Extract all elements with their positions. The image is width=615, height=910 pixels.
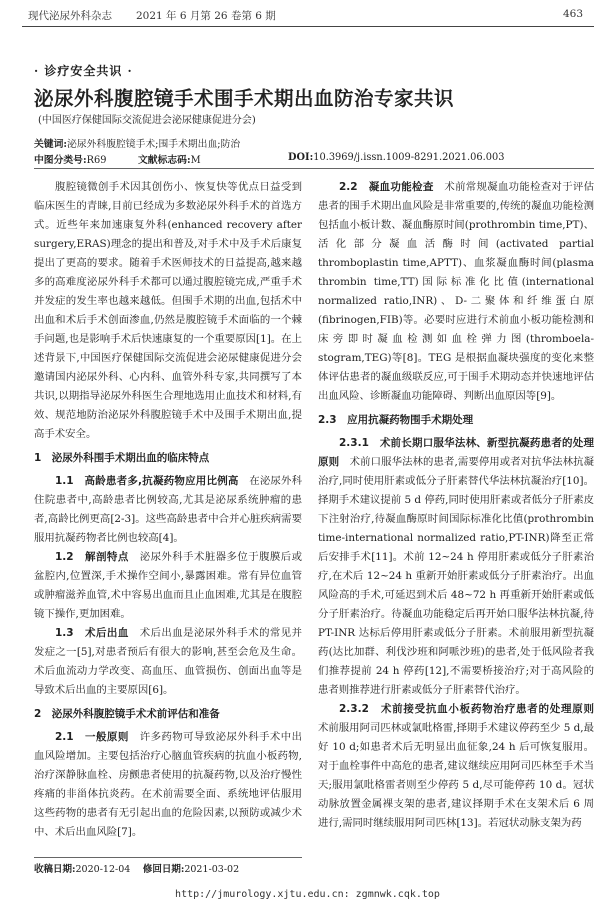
section-1-1-text: 在泌尿外科住院患者中,高龄患者比例较高,尤其是泌尿系统肿瘤的患者,高龄比例更高[2-3]。这些高龄患者中合并心脏疾病需要服用抗凝药物者比例也较高[4]。 xyxy=(34,475,303,544)
author-organization: (中国医疗保健国际交流促进会泌尿健康促进分会) xyxy=(38,115,256,126)
clc-number xyxy=(34,152,106,166)
keywords xyxy=(34,136,240,150)
section-1-2-text: 泌尿外科手术脏器多位于腹膜后或盆腔内,位置深,手术操作空间小,暴露困难。常有异位血管或肿瘤滋养血管,术中容易出血而且止血困难,尤其是在腹腔镜下操作,更加困难。 xyxy=(34,551,303,620)
section-2-1-text: 许多药物可导致泌尿外科手术中出血风险增加。主要包括治疗心脑血管疾病的抗血小板药物,治疗深静脉血栓、房颤患者使用的抗凝药物,以及治疗慢性疼痛的非甾体抗炎药。在术前需要全面、系统地评估服用这些药物的患者有无引起出血的危险因素,以预防或减少术中、术后出血风险[7]。 xyxy=(34,731,303,838)
section-1-2-heading: 1.2 解剖特点 xyxy=(55,551,129,563)
section-2-2-text: 术前常规凝血功能检查对于评估患者的围手术期出血风险是非常重要的,传统的凝血功能检测包括血小板计数、凝血酶原时间(prothrombin time,PT)、活化部分凝血活酶时间(activated partial thromboplastin time,APTT)、血浆凝血酶时间(plasma thrombin time,TT)国际标准化比值(international normalized ratio,INR)、D-二聚体和纤维蛋白原(fibrinogen,FIB)等。必要时应进行术前血小板功能检测和床旁即时凝血检测如血栓弹力图(thromboela-stogram,TEG)等[8]。TEG 是根据血凝块强度的变化来整体评估患者的凝血级联反应,可于围手术期动态并快速地评估出血风险、诊断凝血功能障碍、判断出血原因等[9]。 xyxy=(318,181,595,402)
section-2-3-2-heading: 2.3.2 术前接受抗血小板药物治疗患者的处理原则 xyxy=(339,703,594,715)
clc-value: R69 xyxy=(86,155,107,166)
doi-label: DOI: xyxy=(288,152,314,163)
section-2-1 xyxy=(34,728,302,842)
revised-label: 修回日期: xyxy=(142,864,185,875)
received-dates xyxy=(34,861,239,875)
section-1-3 xyxy=(34,624,302,700)
meta-rule xyxy=(34,168,594,169)
document-code xyxy=(138,152,201,166)
journal-name: 现代泌尿外科杂志 xyxy=(28,10,112,22)
footnote-rule xyxy=(34,857,302,858)
doccode-value: M xyxy=(190,155,201,166)
section-1-1-heading: 1.1 高龄患者多,抗凝药物应用比例高 xyxy=(55,475,239,487)
section-2-3-1 xyxy=(318,434,594,700)
revised-date: 2021-03-02 xyxy=(184,864,240,875)
section-2-3-2-text: 术前服用阿司匹林或氯吡格雷,择期手术建议停药至少 5 d,最好 10 d;如患者术后无明显出血征象,24 h 后可恢复服用。对于血栓事件中高危的患者,建议继续应用阿司匹林至手术当天;服用氯吡格雷者则至少停药 5 d,尽可能停药 10 d。冠状动脉放置金属裸支架的患者,建议择期手术在支架术后 6 周进行,需同时继续服用阿司匹林[13]。若冠状动脉支架为药 xyxy=(318,722,594,829)
section-1-2 xyxy=(34,548,302,624)
keywords-label: 关键词: xyxy=(34,139,68,150)
doi xyxy=(288,152,504,163)
section-2-3-1-text: 术前口服华法林的患者,需要停用或者对抗华法林抗凝治疗,同时使用肝素或低分子肝素替代华法林抗凝治疗[10]。择期手术建议提前 5 d 停药,同时使用肝素或者低分子肝素皮下注射治疗,待凝血酶原时间国际标准化比值(prothrombin time-international normalized ratio,PT-INR)降至正常后安排手术[11]。术前 12~24 h 停用肝素或低分子肝素治疗,在术后 12~24 h 重新开始肝素或低分子肝素治疗。出血风险高的手术,可延迟到术后 48~72 h 再重新开始肝素或低分子肝素治疗。待凝血功能稳定后再开始口服华法林抗凝,待 PT-INR 达标后停用肝素或低分子肝素。术前服用新型抗凝药(达比加群、利伐沙班和阿哌沙班)的患者,处于低风险者我们推荐提前 24 h 停药[12],不需要桥接治疗;对于高风险的患者则推荐进行肝素或低分子肝素替代治疗。 xyxy=(318,456,595,696)
doi-value: 10.3969/j.issn.1009-8291.2021.06.003 xyxy=(313,152,505,163)
section-1-1 xyxy=(34,472,302,548)
section-2-1-heading: 2.1 一般原则 xyxy=(55,731,129,743)
received-label: 收稿日期: xyxy=(34,864,76,875)
section-2-3-heading: 2.3 应用抗凝药物围手术期处理 xyxy=(318,414,474,426)
section-1-3-text: 术后出血是泌尿外科手术的常见并发症之一[5],对患者预后有很大的影响,甚至会危及生命。术后血流动力学改变、高血压、血管损伤、创面出血等是导致术后出血的主要原因[6]。 xyxy=(34,627,303,696)
intro-paragraph: 腹腔镜微创手术因其创伤小、恢复快等优点日益受到临床医生的青睐,目前已经成为多数泌尿外科手术的首选方式。近些年来加速康复外科(enhanced recovery after surgery,ERAS)理念的提出和普及,对手术中及手术后康复提出了更高的要求。随着手术医师技术的日益提高,越来越多的高难度泌尿外科手术都可以通过腹腔镜完成,严重手术并发症的发生率也越来越低。但围手术期的出血,包括术中出血和术后手术创面渗血,仍然是腹腔镜手术面临的一个棘手问题,也是影响手术后快速康复的一个重要原因[1]。在上述背景下,中国医疗保健国际交流促进会泌尿健康促进分会邀请国内泌尿外科、心内科、血管外科专家,共同撰写了本共识,以期指导泌尿外科医生合理地选用止血技术和材料,有效、规范地防治泌尿外科腹腔镜手术中及围手术期出血,提高手术安全。 xyxy=(34,181,302,440)
column-title: · 诊疗安全共识 · xyxy=(34,64,133,78)
article-title: 泌尿外科腹腔镜手术围手术期出血防治专家共识 xyxy=(34,87,455,110)
received-date: 2020-12-04 xyxy=(75,864,131,875)
section-2-2-heading: 2.2 凝血功能检查 xyxy=(339,181,434,193)
keywords-value: 泌尿外科腹腔镜手术;围手术期出血;防治 xyxy=(67,139,241,150)
section-2-heading: 2 泌尿外科腹腔镜手术术前评估和准备 xyxy=(34,708,220,720)
section-2-3-2 xyxy=(318,700,594,833)
page-number: 463 xyxy=(563,8,584,20)
issue-info: 2021 年 6 月第 26 卷第 6 期 xyxy=(136,10,276,22)
section-2-3-1-heading: 2.3.1 术前长期口服华法林、新型抗凝药患者的处理原则 xyxy=(318,437,594,468)
section-1-3-heading: 1.3 术后出血 xyxy=(55,627,129,639)
header-rule xyxy=(22,26,594,27)
clc-label: 中图分类号: xyxy=(34,155,87,166)
left-column xyxy=(34,178,302,842)
doccode-label: 文献标志码: xyxy=(138,155,191,166)
journal-url[interactable]: http://jmurology.xjtu.edu.cn: zgmnwk.cqk.top xyxy=(175,889,440,900)
section-2-2 xyxy=(318,178,594,406)
right-column xyxy=(318,178,594,833)
section-1-heading: 1 泌尿外科围手术期出血的临床特点 xyxy=(34,452,210,464)
